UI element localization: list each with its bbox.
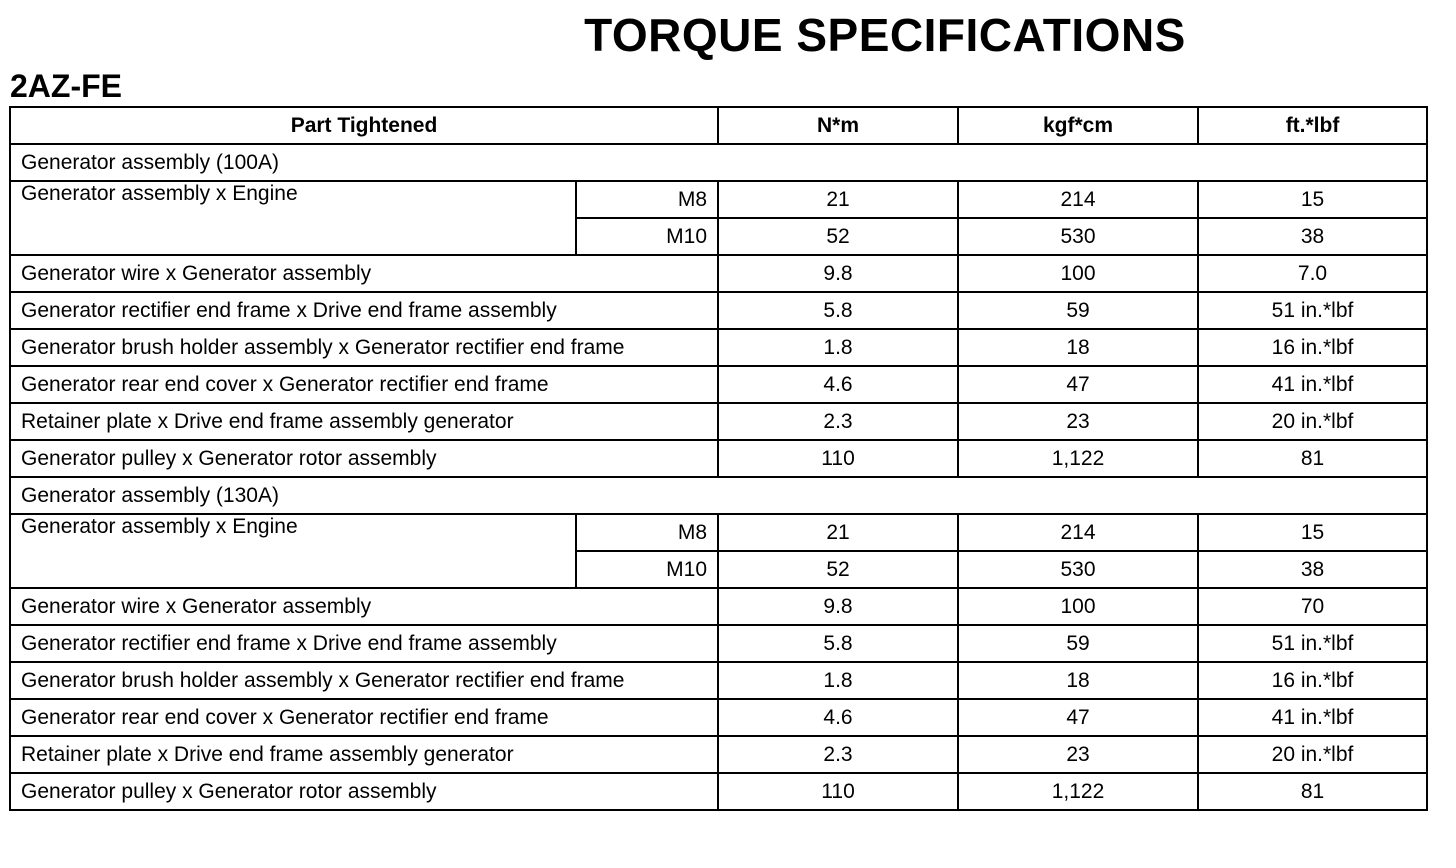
table-row xyxy=(10,292,1427,329)
value-kgf: 100 xyxy=(958,588,1198,625)
value-kgf: 530 xyxy=(958,551,1198,588)
value-ft: 81 xyxy=(1198,440,1427,477)
bolt-size: M8 xyxy=(576,181,718,218)
value-kgf: 47 xyxy=(958,366,1198,403)
value-ft: 51 in.*lbf xyxy=(1198,625,1427,662)
section-title: Generator assembly (100A) xyxy=(10,144,1427,181)
header-nm: N*m xyxy=(718,107,958,144)
page-title: TORQUE SPECIFICATIONS xyxy=(584,9,1186,61)
value-kgf: 530 xyxy=(958,218,1198,255)
part-name: Generator brush holder assembly x Generator rectifier end frame xyxy=(10,329,718,366)
value-kgf: 1,122 xyxy=(958,440,1198,477)
part-name: Retainer plate x Drive end frame assembly generator xyxy=(10,736,718,773)
value-ft: 81 xyxy=(1198,773,1427,810)
part-name: Generator rectifier end frame x Drive end frame assembly xyxy=(10,625,718,662)
part-name: Generator rectifier end frame x Drive end frame assembly xyxy=(10,292,718,329)
value-nm: 21 xyxy=(718,181,958,218)
table-row xyxy=(10,181,1427,218)
bolt-size: M8 xyxy=(576,514,718,551)
value-ft: 15 xyxy=(1198,181,1427,218)
value-ft: 41 in.*lbf xyxy=(1198,699,1427,736)
value-kgf: 18 xyxy=(958,329,1198,366)
header-row xyxy=(10,107,1427,144)
part-name: Retainer plate x Drive end frame assembly generator xyxy=(10,403,718,440)
table-row xyxy=(10,329,1427,366)
value-ft: 20 in.*lbf xyxy=(1198,736,1427,773)
section-row xyxy=(10,477,1427,514)
value-nm: 1.8 xyxy=(718,662,958,699)
value-kgf: 59 xyxy=(958,292,1198,329)
table-row xyxy=(10,773,1427,810)
part-name: Generator assembly x Engine xyxy=(10,181,576,255)
value-kgf: 214 xyxy=(958,181,1198,218)
table-row xyxy=(10,403,1427,440)
value-kgf: 100 xyxy=(958,255,1198,292)
value-nm: 4.6 xyxy=(718,366,958,403)
value-ft: 51 in.*lbf xyxy=(1198,292,1427,329)
table-row xyxy=(10,514,1427,551)
header-kgf: kgf*cm xyxy=(958,107,1198,144)
value-ft: 15 xyxy=(1198,514,1427,551)
table-row xyxy=(10,699,1427,736)
table-row xyxy=(10,588,1427,625)
table-row xyxy=(10,255,1427,292)
part-name: Generator pulley x Generator rotor assembly xyxy=(10,773,718,810)
table-row xyxy=(10,440,1427,477)
value-nm: 5.8 xyxy=(718,292,958,329)
bolt-size: M10 xyxy=(576,218,718,255)
table-row xyxy=(10,366,1427,403)
value-ft: 16 in.*lbf xyxy=(1198,329,1427,366)
value-nm: 2.3 xyxy=(718,736,958,773)
part-name: Generator rear end cover x Generator rectifier end frame xyxy=(10,366,718,403)
value-nm: 21 xyxy=(718,514,958,551)
table-row xyxy=(10,625,1427,662)
engine-code: 2AZ-FE xyxy=(10,68,122,104)
header-ft: ft.*lbf xyxy=(1198,107,1427,144)
value-nm: 9.8 xyxy=(718,255,958,292)
section-row xyxy=(10,144,1427,181)
value-nm: 52 xyxy=(718,218,958,255)
value-ft: 16 in.*lbf xyxy=(1198,662,1427,699)
value-kgf: 214 xyxy=(958,514,1198,551)
value-nm: 2.3 xyxy=(718,403,958,440)
value-ft: 38 xyxy=(1198,551,1427,588)
value-kgf: 18 xyxy=(958,662,1198,699)
bolt-size: M10 xyxy=(576,551,718,588)
value-nm: 110 xyxy=(718,773,958,810)
value-nm: 4.6 xyxy=(718,699,958,736)
part-name: Generator pulley x Generator rotor assembly xyxy=(10,440,718,477)
part-name: Generator rear end cover x Generator rectifier end frame xyxy=(10,699,718,736)
table-row xyxy=(10,736,1427,773)
value-ft: 70 xyxy=(1198,588,1427,625)
value-ft: 7.0 xyxy=(1198,255,1427,292)
part-name: Generator assembly x Engine xyxy=(10,514,576,588)
value-ft: 20 in.*lbf xyxy=(1198,403,1427,440)
value-nm: 9.8 xyxy=(718,588,958,625)
value-kgf: 23 xyxy=(958,403,1198,440)
value-nm: 5.8 xyxy=(718,625,958,662)
part-name: Generator wire x Generator assembly xyxy=(10,588,718,625)
value-kgf: 1,122 xyxy=(958,773,1198,810)
header-part: Part Tightened xyxy=(10,107,718,144)
value-ft: 41 in.*lbf xyxy=(1198,366,1427,403)
value-ft: 38 xyxy=(1198,218,1427,255)
torque-table xyxy=(9,106,1428,811)
value-kgf: 47 xyxy=(958,699,1198,736)
part-name: Generator wire x Generator assembly xyxy=(10,255,718,292)
section-title: Generator assembly (130A) xyxy=(10,477,1427,514)
part-name: Generator brush holder assembly x Generator rectifier end frame xyxy=(10,662,718,699)
value-nm: 110 xyxy=(718,440,958,477)
value-kgf: 23 xyxy=(958,736,1198,773)
value-kgf: 59 xyxy=(958,625,1198,662)
value-nm: 1.8 xyxy=(718,329,958,366)
table-row xyxy=(10,662,1427,699)
value-nm: 52 xyxy=(718,551,958,588)
